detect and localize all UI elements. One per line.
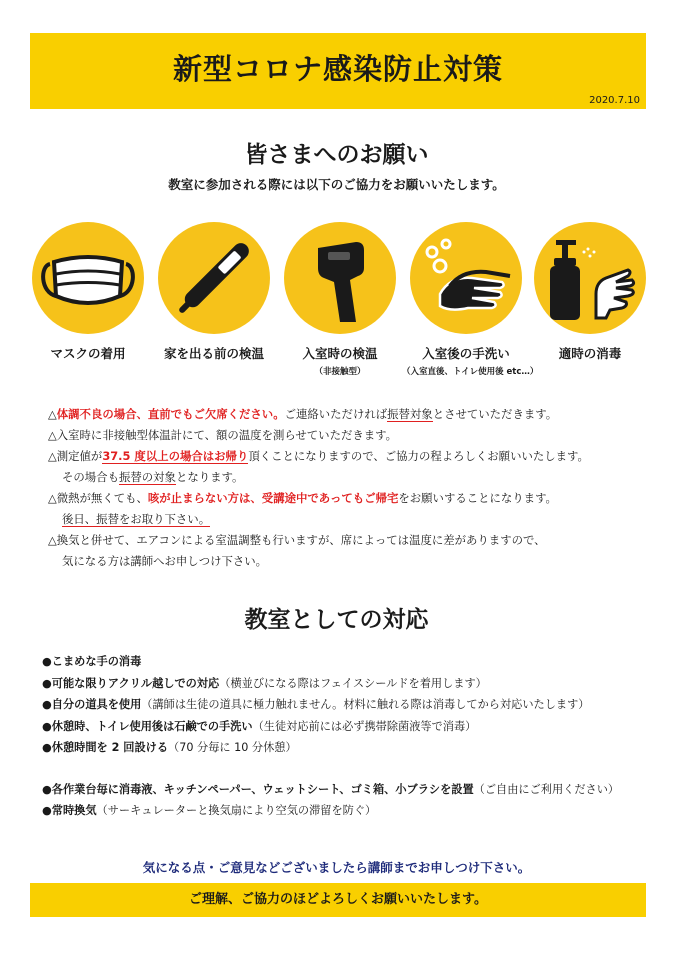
request-heading: 皆さまへのお願い [244, 142, 429, 168]
icon-label: 入室後の手洗い [422, 346, 510, 361]
response-heading: 教室としての対応 [244, 607, 429, 633]
icon-item-handwash [402, 222, 539, 377]
infrared-thermometer-icon [284, 222, 396, 334]
icon-item-infrared [276, 222, 404, 377]
sanitizer-icon [534, 222, 646, 334]
note-line [48, 509, 658, 530]
date-label: 2020.7.10 [589, 95, 640, 106]
list-item: ●自分の道具を使用（講師は生徒の道具に極力触れません。材料に触れる際は消毒してから対応いたします） [42, 698, 590, 711]
mask-icon [32, 222, 144, 334]
notes-list [48, 404, 658, 572]
footer-banner: ご理解、ご協力のほどよろしくお願いいたします。 [30, 883, 646, 917]
icon-sublabel: （非接触型） [314, 367, 366, 377]
note-line: △換気と併せて、エアコンによる室温調整も行いますが、席によっては温度に差がありますので、 [48, 533, 546, 547]
list-item: ●常時換気（サーキュレーターと換気扇により空気の滞留を防ぐ） [42, 804, 377, 817]
note-line: △体調不良の場合、直前でもご欠席ください。ご連絡いただければ振替対象とさせていただきます。 [48, 407, 558, 421]
icon-label: マスクの着用 [50, 346, 126, 361]
icon-item-mask [24, 222, 152, 362]
alert-text: 体調不良の場合、直前でもご欠席ください。 [56, 407, 285, 421]
icon-item-thermometer [150, 222, 278, 362]
note-line: 気になる方は講師へお申しつけ下さい。 [62, 554, 268, 568]
thermometer-icon [158, 222, 270, 334]
alert-text: 咳が止まらない方は、受講途中であってもご帰宅 [147, 491, 399, 505]
underlined-text: 後日、振替をお取り下さい。 [62, 512, 211, 526]
icon-label: 家を出る前の検温 [163, 346, 264, 361]
hand-washing-icon [410, 222, 522, 334]
list-item: ●休憩時、トイレ使用後は石鹸での手洗い（生徒対応前には必ず携帯除菌液等で消毒） [42, 719, 477, 733]
note-line: △入室時に非接触型体温計にて、額の温度を測らせていただきます。 [48, 428, 397, 442]
note-line: △測定値が37.5 度以上の場合はお帰り頂くことになりますので、ご協力の程よろしくお願いいたします。 [48, 449, 589, 463]
list-item: ●各作業台毎に消毒液、キッチンペーパー、ウェットシート、ゴミ箱、小ブラシを設置（ご自由にご利用ください） [42, 782, 620, 796]
icon-row [0, 222, 673, 382]
page-title: 新型コロナ感染防止対策 [172, 52, 503, 86]
note-line: △微熱が無くても、咳が止まらない方は、受講途中であってもご帰宅をお願いすることになります。 [48, 491, 557, 505]
request-subtitle: 教室に参加される際には以下のご協力をお願いいたします。 [168, 177, 505, 192]
spacer [42, 759, 662, 779]
icon-label: 入室時の検温 [302, 346, 378, 361]
underlined-text: 振替対象 [387, 407, 433, 421]
icon-sublabel: （入室直後、トイレ使用後 etc…） [402, 367, 539, 377]
contact-note: 気になる点・ご意見などございましたら講師までお申しつけ下さい。 [142, 860, 531, 875]
icon-label: 適時の消毒 [558, 346, 622, 361]
note-line: その場合も振替の対象となります。 [62, 470, 244, 484]
response-list [42, 651, 662, 822]
underlined-text: 振替の対象 [118, 470, 176, 484]
list-item: ●休憩時間を 2 回設ける（70 分毎に 10 分休憩） [42, 741, 297, 754]
list-item: ●可能な限りアクリル越しでの対応（横並びになる際はフェイスシールドを着用します） [42, 676, 487, 690]
header-banner [30, 33, 646, 109]
list-item: ●こまめな手の消毒 [42, 655, 142, 668]
icon-item-sanitizer [526, 222, 654, 362]
alert-text: 37.5 度以上の場合はお帰り [102, 449, 249, 463]
